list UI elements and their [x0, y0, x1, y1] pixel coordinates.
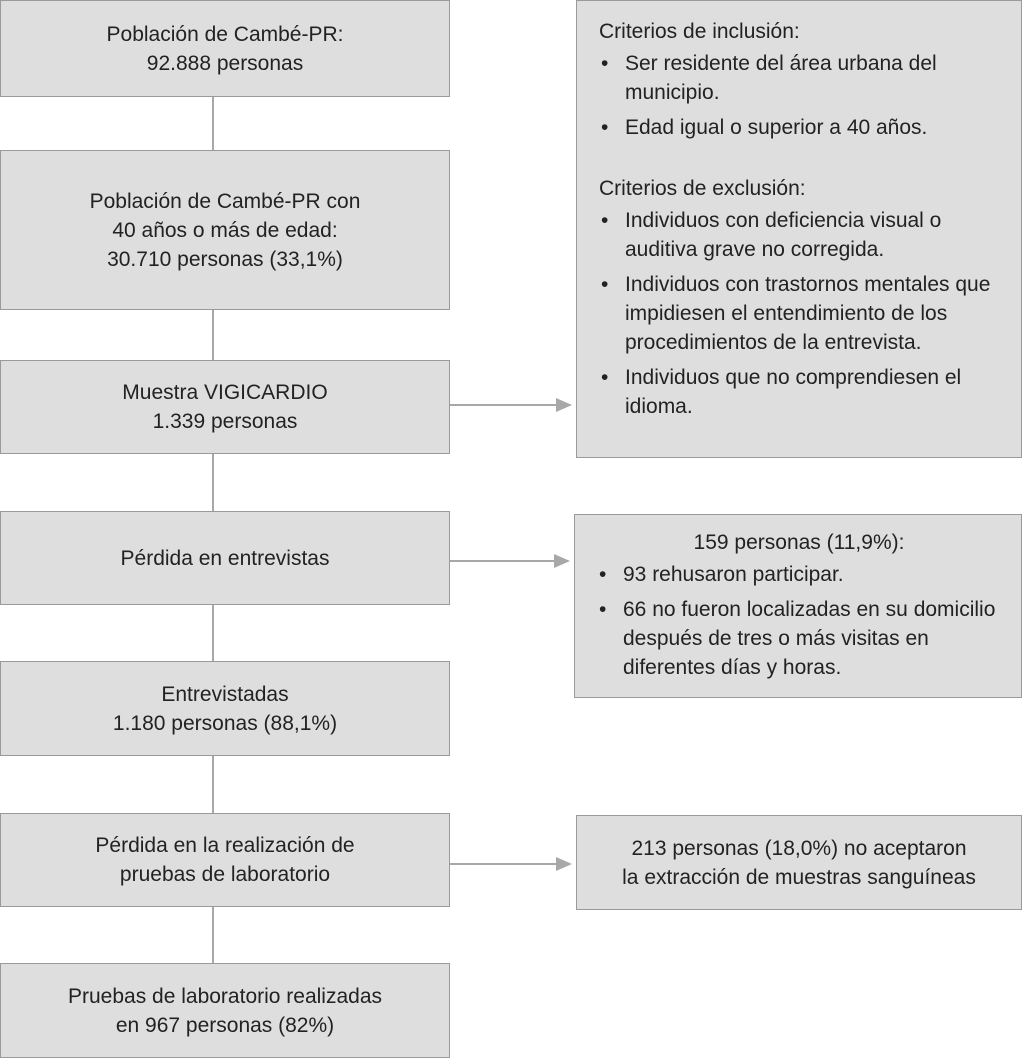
- lab-loss-detail-line-2: la extracción de muestras sanguíneas: [622, 865, 976, 889]
- lab-loss-detail-box: [576, 815, 1022, 910]
- interview-loss-title: 159 personas (11,9%):: [693, 531, 905, 554]
- sample-line-1: Muestra VIGICARDIO: [122, 381, 328, 404]
- lab-loss-box: [0, 813, 450, 907]
- lab-done-line-1: Pruebas de laboratorio realizadas: [67, 984, 383, 1008]
- exclusion-item: • Individuos que no comprendiesen el idioma.: [599, 363, 1001, 421]
- lab-loss-detail-line-1: 213 personas (18,0%) no aceptaron: [631, 836, 967, 860]
- inclusion-item: • Edad igual o superior a 40 años.: [599, 113, 1001, 142]
- exclusion-item: • Individuos con deficiencia visual o auditiva grave no corregida.: [599, 206, 1001, 264]
- interviewed-line-1: Entrevistadas: [161, 682, 289, 706]
- interview-loss-list: [597, 560, 1001, 682]
- sample-box: [0, 360, 450, 454]
- interview-loss-item: • 66 no fueron localizadas en su domicilio después de tres o más visitas en diferentes días y horas.: [597, 595, 1001, 682]
- interviewed-line-2: 1.180 personas (88,1%): [112, 711, 338, 735]
- interview-loss-box: [0, 511, 450, 605]
- population-line-1: Población de Cambé-PR:: [106, 22, 344, 46]
- inclusion-title: Criterios de inclusión:: [599, 20, 800, 43]
- arrow-to-lab-loss: [450, 857, 572, 871]
- sample-line-2: 1.339 personas: [152, 410, 298, 433]
- population-40plus-line-3: 30.710 personas (33,1%): [107, 247, 343, 271]
- inclusion-list: [599, 49, 1001, 142]
- lab-done-line-2: en 967 personas (82%): [115, 1013, 335, 1037]
- lab-done-box: [0, 963, 450, 1058]
- exclusion-title: Criterios de exclusión:: [599, 177, 806, 200]
- lab-loss-line-1: Pérdida en la realización de: [95, 834, 355, 857]
- interviewed-box: [0, 661, 450, 756]
- exclusion-list: [599, 206, 1001, 421]
- population-40plus-line-2: 40 años o más de edad:: [112, 218, 338, 242]
- population-40plus-box: [0, 150, 450, 310]
- population-box: [0, 0, 450, 97]
- arrow-to-interview-loss: [450, 554, 570, 568]
- interview-loss-detail-box: [574, 514, 1022, 698]
- inclusion-item: • Ser residente del área urbana del municipio.: [599, 49, 1001, 107]
- arrow-to-criteria: [450, 398, 572, 412]
- criteria-box: [576, 0, 1022, 458]
- population-line-2: 92.888 personas: [146, 51, 304, 75]
- interview-loss-item: • 93 rehusaron participar.: [597, 560, 1001, 589]
- population-40plus-line-1: Población de Cambé-PR con: [89, 189, 361, 213]
- exclusion-item: • Individuos con trastornos mentales que impidiesen el entendimiento de los procedimientos de la entrevista.: [599, 270, 1001, 357]
- interview-loss-line-1: Pérdida en entrevistas: [120, 546, 330, 570]
- lab-loss-line-2: pruebas de laboratorio: [119, 863, 331, 886]
